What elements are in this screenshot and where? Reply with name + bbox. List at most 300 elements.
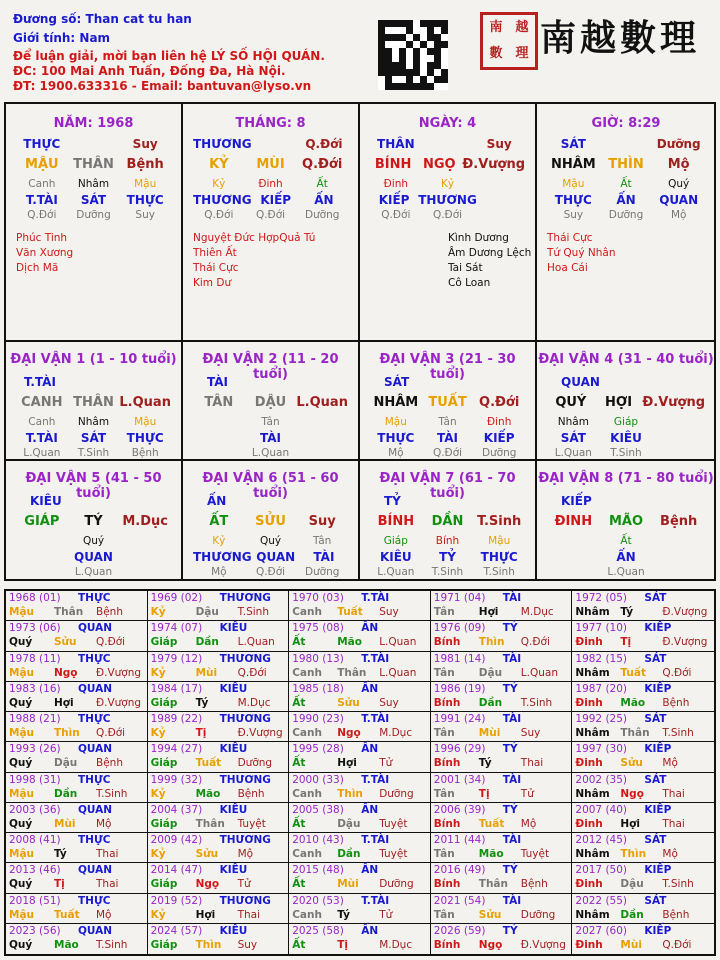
cell-value	[16, 550, 68, 564]
year-label: 2012 (45)	[575, 834, 628, 846]
year-star: T.TÀI	[361, 592, 390, 604]
year-branch: Tý	[478, 757, 492, 770]
year-stem: Quý	[9, 878, 33, 891]
year-label: 2003 (36)	[9, 803, 61, 816]
year-label: 2009 (42)	[150, 834, 203, 846]
year-star: ẤN	[361, 924, 379, 937]
year-cell	[572, 924, 714, 954]
cell-row	[183, 137, 358, 151]
daivan-cell	[6, 461, 183, 580]
year-cell	[6, 863, 148, 893]
year-branch: Mão	[195, 787, 221, 800]
note-item: Dịch Mã	[16, 262, 59, 274]
year-star: SÁT	[644, 773, 667, 786]
cell-value: Giáp	[613, 416, 639, 428]
cell-value: M.Dục	[122, 514, 168, 529]
year-label: 2002 (35)	[575, 773, 628, 786]
cell-value: SÁT	[560, 431, 586, 445]
cell-value: Kỷ	[212, 178, 226, 190]
year-stem: Mậu	[9, 606, 35, 618]
year-branch: Mão	[54, 938, 79, 951]
cell-value	[193, 416, 245, 428]
year-star: ẤN	[361, 864, 379, 877]
year-cell	[148, 833, 290, 863]
year-stage: T.Sinh	[96, 787, 128, 800]
year-label: 2015 (48)	[292, 864, 344, 877]
pillar-notes	[16, 231, 73, 276]
year-stem: Đinh	[575, 757, 603, 770]
year-stage: Bệnh	[96, 757, 123, 770]
year-label: 2013 (46)	[9, 864, 61, 877]
stage-row	[360, 566, 535, 578]
year-stage: M.Dục	[520, 606, 554, 618]
cell-row	[183, 514, 358, 529]
year-stem: Bính	[433, 938, 461, 951]
stage-value: Mộ	[388, 447, 404, 459]
cell-value	[422, 137, 474, 151]
year-label: 1970 (03)	[292, 592, 344, 604]
year-stem: Quý	[9, 696, 33, 709]
address-line: ĐC: 100 Mai Anh Tuấn, Đống Đa, Hà Nội.	[13, 64, 286, 78]
year-branch: Thân	[620, 727, 650, 739]
stage-value: L.Quan	[23, 447, 61, 459]
year-star: KIẾP	[644, 864, 672, 877]
year-star: TÀI	[502, 652, 522, 665]
year-label: 1996 (29)	[433, 743, 486, 756]
year-stage: Đ.Vượng	[662, 606, 708, 618]
year-label: 2027 (60)	[575, 924, 628, 937]
cell-value: THÂN	[73, 395, 114, 410]
year-stem: Mậu	[9, 787, 35, 800]
year-cell	[148, 742, 290, 772]
year-stage: Thai	[662, 787, 685, 800]
daivan-title: ĐẠI VẬN 7 (61 - 70 tuổi)	[379, 471, 516, 501]
year-star: KIÊU	[219, 924, 248, 937]
stage-value: T.Sinh	[77, 447, 110, 459]
cell-value: THỰC	[554, 193, 592, 207]
stage-value: Q.Đới	[432, 447, 463, 459]
year-branch: Tị	[54, 878, 65, 891]
year-stem: Kỷ	[150, 727, 166, 739]
cell-value: TÀI	[313, 550, 335, 564]
year-star: T.TÀI	[361, 834, 390, 846]
cell-value: Suy	[486, 137, 512, 151]
year-star: ẤN	[361, 622, 379, 635]
year-stem: Canh	[292, 666, 322, 679]
year-stage: Dưỡng	[379, 878, 414, 891]
year-stem: Ất	[292, 757, 306, 770]
year-branch: Tuất	[620, 666, 646, 679]
year-branch: Tuất	[337, 606, 363, 618]
cell-row	[537, 193, 715, 207]
cell-value	[296, 416, 348, 428]
note-item: Văn Xương	[16, 247, 74, 259]
cell-row	[360, 431, 535, 445]
year-stage: Tử	[379, 757, 393, 770]
year-cell	[431, 803, 573, 833]
cell-row	[537, 431, 715, 445]
cell-value: THƯƠNG	[193, 193, 252, 207]
year-branch: Thìn	[478, 636, 505, 649]
stage-row	[537, 209, 715, 221]
note-item: Hoa Cái	[547, 262, 588, 274]
year-cell	[6, 924, 148, 954]
year-branch: Tị	[195, 727, 207, 739]
cell-value	[547, 550, 600, 564]
year-star: KIÊU	[219, 803, 248, 816]
star-row	[537, 494, 715, 508]
year-stage: Tử	[237, 878, 251, 891]
cell-value: QUAN	[74, 550, 113, 564]
daivan-cell	[537, 342, 715, 461]
year-stem: Canh	[292, 848, 322, 860]
year-stage: Q.Đới	[96, 636, 126, 649]
year-star: KIẾP	[644, 682, 672, 695]
year-label: 1990 (23)	[292, 713, 344, 725]
year-stem: Nhâm	[575, 606, 610, 618]
year-stage: T.Sinh	[662, 727, 694, 739]
stage-value: Dưỡng	[608, 209, 644, 221]
year-star: SÁT	[644, 592, 667, 604]
year-label: 2006 (39)	[433, 803, 486, 816]
year-stage: T.Sinh	[662, 878, 694, 891]
pillar-notes	[547, 231, 615, 276]
year-label: 1992 (25)	[575, 713, 628, 725]
year-branch: Hợi	[195, 908, 216, 921]
year-cell	[289, 894, 431, 924]
cell-value: SÁT	[80, 193, 107, 207]
year-branch: Mão	[337, 636, 362, 649]
year-star: THỰC	[78, 652, 111, 665]
year-star: TỶ	[502, 864, 518, 877]
year-star: TÀI	[502, 894, 522, 907]
year-label: 1984 (17)	[150, 682, 203, 695]
daivan-star: KIÊU	[30, 494, 62, 508]
stage-value: T.Sinh	[431, 566, 464, 578]
year-label: 1993 (26)	[9, 743, 61, 756]
stage-value: Q.Đới	[204, 209, 234, 221]
note-item: Kình Dương	[448, 232, 509, 244]
year-star: T.TÀI	[361, 773, 390, 786]
year-cell	[289, 682, 431, 712]
cell-value: KIÊU	[610, 431, 642, 445]
cell-value: Mậu	[134, 178, 157, 190]
year-cell	[572, 652, 714, 682]
year-cell	[431, 773, 573, 803]
cell-value	[193, 431, 245, 445]
year-stage: Q.Đới	[237, 666, 267, 679]
year-stem: Bính	[433, 817, 461, 830]
year-label: 2014 (47)	[150, 864, 203, 877]
year-stem: Canh	[292, 606, 322, 618]
stage-row	[6, 447, 181, 459]
year-cell	[6, 712, 148, 742]
cell-value: QUAN	[659, 193, 699, 207]
year-cell	[431, 924, 573, 954]
cell-value	[16, 535, 68, 547]
cell-value: BÍNH	[374, 157, 412, 172]
year-branch: Dậu	[478, 666, 503, 679]
cell-row	[6, 550, 181, 564]
year-branch: Tý	[337, 908, 350, 921]
year-branch: Dần	[195, 636, 219, 649]
note-item: Cô Loan	[448, 277, 491, 289]
note-item: Nguyệt Đức HợpQuả Tú	[193, 232, 316, 244]
year-stage: Dưỡng	[520, 908, 556, 921]
year-cell	[289, 863, 431, 893]
year-branch: Mùi	[478, 727, 501, 739]
year-label: 1981 (14)	[433, 652, 486, 665]
year-cell	[148, 682, 290, 712]
year-star: QUAN	[78, 622, 113, 635]
cell-value: ẤN	[616, 193, 636, 207]
stage-value: Q.Đới	[432, 209, 463, 221]
cell-value: Đ.Vượng	[642, 395, 706, 410]
cell-row	[6, 178, 181, 190]
daivan-star: TỶ	[384, 494, 401, 508]
year-branch: Thìn	[54, 727, 80, 739]
cell-value: T.TÀI	[25, 431, 58, 445]
cell-value: Quý	[668, 178, 690, 190]
year-star: KIÊU	[219, 682, 248, 695]
year-label: 1975 (08)	[292, 622, 344, 635]
year-cell	[431, 863, 573, 893]
stage-row	[183, 209, 358, 221]
cell-value: Mộ	[667, 157, 690, 172]
year-stem: Giáp	[150, 878, 178, 891]
cell-value: TUẤT	[428, 395, 467, 410]
cell-value: TÂN	[204, 395, 234, 410]
year-label: 2005 (38)	[292, 803, 344, 816]
cell-value: Suy	[132, 137, 158, 151]
cell-value	[600, 137, 653, 151]
subject-name: Đương số: Than cat tu han	[13, 12, 192, 26]
cell-value: Tân	[261, 416, 280, 428]
stage-row	[6, 209, 181, 221]
year-stage: Đ.Vượng	[96, 696, 142, 709]
cell-row	[6, 431, 181, 445]
year-star: TỶ	[502, 682, 518, 695]
year-star: TỶ	[502, 803, 518, 816]
daivan-cell	[183, 461, 360, 580]
year-stage: Tử	[379, 908, 393, 921]
cell-row	[360, 395, 535, 410]
year-star: TỶ	[502, 622, 518, 635]
cell-value	[296, 431, 348, 445]
year-stem: Nhâm	[575, 727, 610, 739]
year-label: 2001 (34)	[433, 773, 486, 786]
cell-value: THƯƠNG	[193, 137, 252, 151]
year-cell	[289, 773, 431, 803]
cell-row	[360, 514, 535, 529]
year-stem: Ất	[292, 938, 306, 951]
year-label: 1980 (13)	[292, 652, 344, 665]
cell-row	[360, 157, 535, 172]
cell-value: THỰC	[23, 137, 61, 151]
year-cell	[572, 712, 714, 742]
cell-row	[537, 395, 715, 410]
year-star: T.TÀI	[361, 894, 390, 907]
year-stem: Đinh	[575, 878, 603, 891]
stage-value	[193, 447, 245, 459]
year-label: 2025 (58)	[292, 924, 344, 937]
year-label: 1991 (24)	[433, 713, 486, 725]
daivan-star: QUAN	[561, 375, 600, 389]
cell-row	[183, 395, 358, 410]
gender: Giới tính: Nam	[13, 31, 111, 45]
year-cell	[6, 803, 148, 833]
stage-row	[6, 566, 181, 578]
year-cell	[289, 833, 431, 863]
year-stage: Thai	[237, 908, 261, 921]
daivan-title: ĐẠI VẬN 1 (1 - 10 tuổi)	[10, 352, 177, 367]
stage-value	[547, 566, 600, 578]
cell-value: KIẾP	[378, 193, 410, 207]
year-label: 2004 (37)	[150, 803, 203, 816]
year-branch: Mùi	[337, 878, 359, 891]
cell-value: QUÝ	[555, 395, 587, 410]
year-label: 2017 (50)	[575, 864, 628, 877]
stage-value: L.Quan	[251, 447, 290, 459]
cell-value	[119, 550, 171, 564]
stage-value	[296, 447, 348, 459]
year-cell	[289, 591, 431, 621]
year-cell	[431, 621, 573, 651]
cell-value: Ất	[620, 178, 632, 190]
brand-logo: 南越數理	[540, 17, 701, 59]
year-cell	[6, 742, 148, 772]
pillar-cell	[537, 104, 715, 342]
year-stem: Ất	[292, 878, 306, 891]
year-branch: Sửu	[337, 696, 360, 709]
cell-value: Bính	[435, 535, 460, 547]
cell-row	[183, 550, 358, 564]
daivan-title: ĐẠI VẬN 3 (21 - 30 tuổi)	[379, 352, 516, 382]
cell-value: THÂN	[73, 157, 114, 172]
year-cell	[148, 652, 290, 682]
cell-value: Giáp	[383, 535, 408, 547]
year-stem: Kỷ	[150, 666, 166, 679]
year-stem: Tân	[433, 848, 455, 860]
daivan-cell	[183, 342, 360, 461]
cell-value: Đinh	[486, 416, 512, 428]
year-cell	[431, 591, 573, 621]
year-star: ẤN	[361, 682, 379, 695]
year-label: 2008 (41)	[9, 834, 61, 846]
year-stage: Đ.Vượng	[662, 636, 708, 649]
year-stage: Đ.Vượng	[520, 938, 566, 951]
cell-row	[360, 178, 535, 190]
cell-value: GIÁP	[24, 514, 60, 529]
cell-value: Nhâm	[557, 416, 589, 428]
cell-value: THƯƠNG	[418, 193, 477, 207]
cell-value: SỬU	[255, 514, 286, 529]
year-branch: Dậu	[195, 606, 219, 618]
cell-value: DẬU	[254, 395, 287, 410]
star-row	[360, 494, 535, 508]
year-cell	[148, 894, 290, 924]
year-stage: Mộ	[237, 848, 254, 860]
year-cell	[6, 894, 148, 924]
year-stem: Bính	[433, 696, 461, 709]
year-cell	[572, 682, 714, 712]
year-stage: Bệnh	[237, 787, 265, 800]
year-branch: Ngọ	[478, 938, 503, 951]
cell-value	[652, 416, 705, 428]
year-cell	[289, 803, 431, 833]
year-stem: Mậu	[9, 666, 35, 679]
daivan-title: ĐẠI VẬN 8 (71 - 80 tuổi)	[538, 471, 714, 486]
cell-row	[6, 137, 181, 151]
year-stage: Dưỡng	[379, 787, 414, 800]
year-stem: Ất	[292, 696, 306, 709]
stage-row	[360, 209, 535, 221]
year-branch: Tị	[478, 787, 490, 800]
cell-value: Bệnh	[126, 157, 164, 172]
year-stem: Đinh	[575, 938, 603, 951]
note-item: Thiên Ất	[193, 247, 237, 259]
year-cell	[6, 773, 148, 803]
year-stage: Suy	[520, 727, 541, 739]
star-row	[537, 375, 715, 389]
stage-value	[119, 566, 171, 578]
year-star: TỶ	[502, 924, 518, 937]
year-label: 1998 (31)	[9, 773, 61, 786]
year-stem: Giáp	[150, 696, 178, 709]
cell-value	[477, 193, 525, 207]
year-branch: Sửu	[478, 908, 502, 921]
year-stage: Bệnh	[520, 878, 548, 891]
year-label: 1973 (06)	[9, 622, 61, 635]
year-stem: Nhâm	[575, 848, 610, 860]
cell-value: THÂN	[377, 137, 415, 151]
year-star: T.TÀI	[361, 652, 390, 665]
year-star: THƯƠNG	[219, 773, 271, 786]
cell-value: BÍNH	[377, 514, 415, 529]
stage-value: Mộ	[211, 566, 227, 578]
year-branch: Dậu	[54, 757, 78, 770]
cell-row	[6, 535, 181, 547]
year-label: 1994 (27)	[150, 743, 203, 756]
year-stem: Canh	[292, 908, 322, 921]
year-stage: Q.Đới	[96, 727, 126, 739]
year-label: 1987 (20)	[575, 682, 628, 695]
year-branch: Hợi	[620, 817, 640, 830]
year-label: 2021 (54)	[433, 894, 486, 907]
stage-value: T.Sinh	[483, 566, 515, 578]
cell-value: Đ.Vượng	[462, 157, 526, 172]
year-label: 1977 (10)	[575, 622, 628, 635]
year-label: 1999 (32)	[150, 773, 203, 786]
year-cell	[289, 652, 431, 682]
year-branch: Thân	[195, 817, 225, 830]
year-stage: Q.Đới	[520, 636, 550, 649]
year-label: 2022 (55)	[575, 894, 628, 907]
note-item: Kim Dư	[193, 277, 232, 289]
year-cell	[431, 833, 573, 863]
year-branch: Ngọ	[195, 878, 220, 891]
stage-value: Q.Đới	[255, 566, 286, 578]
seal-char: 越	[515, 20, 529, 35]
year-stage: Đ.Vượng	[237, 727, 283, 739]
year-stage: T.Sinh	[520, 696, 553, 709]
year-star: THỰC	[78, 713, 111, 725]
stage-value: T.Sinh	[610, 447, 642, 459]
year-stage: L.Quan	[379, 666, 417, 679]
pillar-cell	[360, 104, 537, 342]
cell-value: Quý	[259, 535, 282, 547]
year-star: KIÊU	[219, 622, 248, 635]
